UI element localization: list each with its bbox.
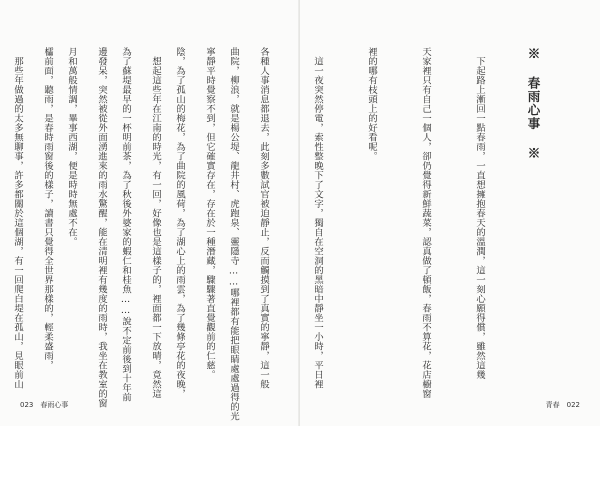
paragraph: 為了蘇堤最早的一杯明前茶，為了秋後外婆家的蝦仁和桂魚……說不定前後到十年前 — [120, 47, 131, 402]
paragraph: 那些年做過的太多無聊事，許多都關於這個湖，有一回爬白堤在孤山，見眼前山 — [12, 47, 23, 389]
paragraph: 下起路上漸回一點春雨，一直想擁抱春天的溫潤，這一刻心願得償，雖然這幾 — [474, 47, 485, 380]
paragraph: 天家裡只有自己一個人，卻仍覺得新鮮蔬菜，認真做了頓飯，春雨不算花，花店櫥窗 — [420, 47, 431, 399]
paragraph: 陰，為了孤山的梅花，為了曲院的風荷，為了湖心上的雨雲，為了幾條亭花的夜晚， — [174, 47, 185, 399]
paragraph: 邊發呆，突然被從外面湧進來的雨水驚醒，能在清明裡有幾度的雨時，我坐在教室的窗 — [96, 47, 107, 408]
page-number-left: 023 春雨心事 — [20, 401, 69, 409]
paragraph: 裡的哪有枝頭上的好看呢。 — [366, 47, 377, 161]
paragraph: 曲院，柳浪，就是楊公堤、龍井村、虎跑泉、靈隱寺……哪裡都有能把眼睛處處過得的光 — [228, 47, 239, 421]
paragraph — [0, 47, 2, 387]
paragraph: 想起這些年在江南的時光，有一回，好像也是這樣子的，裡面都一下放晴，竟然這 — [150, 47, 161, 399]
paragraph: 寧靜平時覺察不到，但它確實存在，存在於一種潛藏，驟驟著直覺觀前的仁慈。 — [204, 47, 215, 380]
paragraph: 櫺前面，聽雨，是春時雨窗後的樣子，讀書只覺得全世界那樣的，輕柔盛雨， — [42, 47, 53, 370]
page-number-right: 青春 022 — [545, 401, 580, 409]
paragraph: 這一夜突然停電，索性整晚下了文字，獨自在空洞的黑暗中靜坐一小時，平日裡 — [312, 47, 323, 389]
paragraph: 各種人事消息都退去，此刻多數試官被迫靜止，反而觸摸到了真實的寧靜，這一般 — [258, 47, 269, 389]
chapter-title: ※ 春雨心事 ※ — [526, 47, 541, 160]
paragraph: 月和萬般情調，畢事西湖，便是時時無處不在。 — [66, 47, 77, 247]
